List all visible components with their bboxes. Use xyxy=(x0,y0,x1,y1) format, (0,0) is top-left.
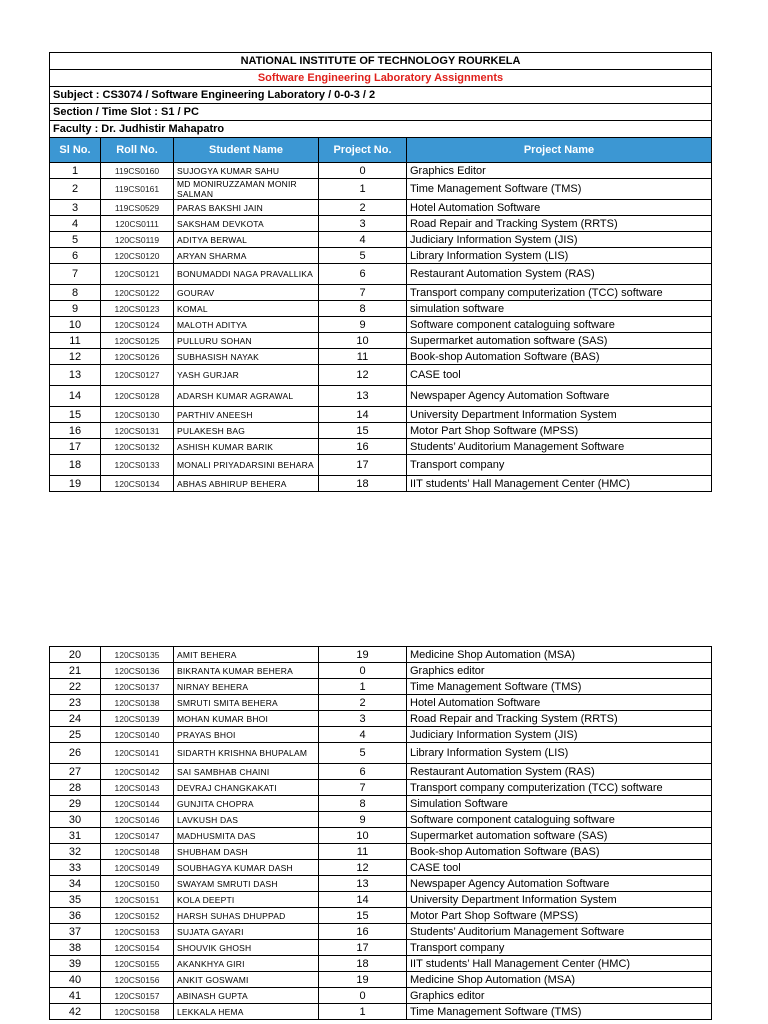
project-no-cell: 13 xyxy=(319,876,407,892)
sl-cell: 6 xyxy=(50,248,101,264)
project-no-cell: 17 xyxy=(319,940,407,956)
table-row xyxy=(50,423,712,439)
project-name-cell: Medicine Shop Automation (MSA) xyxy=(407,647,712,663)
student-name-cell: AKANKHYA GIRI xyxy=(174,956,319,972)
sl-cell: 16 xyxy=(50,423,101,439)
table-row xyxy=(50,988,712,1004)
roll-no-cell: 120CS0147 xyxy=(101,828,174,844)
project-name-cell: CASE tool xyxy=(407,365,712,386)
project-name-cell: Supermarket automation software (SAS) xyxy=(407,828,712,844)
roll-no-cell: 120CS0132 xyxy=(101,439,174,455)
col-header-project-name: Project Name xyxy=(407,138,712,163)
table-row xyxy=(50,248,712,264)
sl-cell: 3 xyxy=(50,200,101,216)
sl-cell: 12 xyxy=(50,349,101,365)
student-name-cell: HARSH SUHAS DHUPPAD xyxy=(174,908,319,924)
sl-cell: 17 xyxy=(50,439,101,455)
project-name-cell: Newspaper Agency Automation Software xyxy=(407,876,712,892)
sl-cell: 9 xyxy=(50,301,101,317)
roll-no-cell: 120CS0124 xyxy=(101,317,174,333)
student-name-cell: MALOTH ADITYA xyxy=(174,317,319,333)
sl-cell: 42 xyxy=(50,1004,101,1020)
roll-no-cell: 120CS0142 xyxy=(101,764,174,780)
table-row xyxy=(50,1004,712,1020)
sl-cell: 39 xyxy=(50,956,101,972)
sl-cell: 40 xyxy=(50,972,101,988)
project-name-cell: Road Repair and Tracking System (RRTS) xyxy=(407,711,712,727)
table-row xyxy=(50,972,712,988)
student-name-cell: SHOUVIK GHOSH xyxy=(174,940,319,956)
project-no-cell: 14 xyxy=(319,407,407,423)
roll-no-cell: 120CS0131 xyxy=(101,423,174,439)
roll-no-cell: 120CS0143 xyxy=(101,780,174,796)
sl-cell: 33 xyxy=(50,860,101,876)
project-name-cell: Transport company computerization (TCC) software xyxy=(407,285,712,301)
sl-cell: 35 xyxy=(50,892,101,908)
sl-cell: 18 xyxy=(50,455,101,476)
roll-no-cell: 120CS0153 xyxy=(101,924,174,940)
roll-no-cell: 120CS0150 xyxy=(101,876,174,892)
assignment-table-page2 xyxy=(49,646,712,1020)
table-row xyxy=(50,828,712,844)
student-name-cell: SIDARTH KRISHNA BHUPALAM xyxy=(174,743,319,764)
project-name-cell: Transport company xyxy=(407,940,712,956)
project-no-cell: 0 xyxy=(319,663,407,679)
student-name-cell: ADITYA BERWAL xyxy=(174,232,319,248)
table-row xyxy=(50,764,712,780)
project-no-cell: 18 xyxy=(319,956,407,972)
table-row xyxy=(50,663,712,679)
project-no-cell: 15 xyxy=(319,423,407,439)
project-no-cell: 16 xyxy=(319,924,407,940)
sl-cell: 20 xyxy=(50,647,101,663)
sl-cell: 36 xyxy=(50,908,101,924)
project-name-cell: Book-shop Automation Software (BAS) xyxy=(407,844,712,860)
project-no-cell: 19 xyxy=(319,972,407,988)
table-row xyxy=(50,285,712,301)
project-name-cell: Road Repair and Tracking System (RRTS) xyxy=(407,216,712,232)
project-no-cell: 0 xyxy=(319,163,407,179)
student-name-cell: DEVRAJ CHANGKAKATI xyxy=(174,780,319,796)
roll-no-cell: 119CS0529 xyxy=(101,200,174,216)
roll-no-cell: 120CS0138 xyxy=(101,695,174,711)
student-name-cell: AMIT BEHERA xyxy=(174,647,319,663)
project-name-cell: Time Management Software (TMS) xyxy=(407,679,712,695)
project-name-cell: IIT students’ Hall Management Center (HMC) xyxy=(407,956,712,972)
roll-no-cell: 120CS0128 xyxy=(101,386,174,407)
table-row xyxy=(50,679,712,695)
project-name-cell: Library Information System (LIS) xyxy=(407,248,712,264)
sl-cell: 34 xyxy=(50,876,101,892)
student-name-cell: KOLA DEEPTI xyxy=(174,892,319,908)
project-no-cell: 8 xyxy=(319,796,407,812)
sl-cell: 30 xyxy=(50,812,101,828)
sl-cell: 5 xyxy=(50,232,101,248)
project-name-cell: University Department Information System xyxy=(407,892,712,908)
project-name-cell: Restaurant Automation System (RAS) xyxy=(407,264,712,285)
table-row xyxy=(50,301,712,317)
table-row xyxy=(50,876,712,892)
project-name-cell: Graphics Editor xyxy=(407,163,712,179)
project-no-cell: 11 xyxy=(319,844,407,860)
table-row xyxy=(50,386,712,407)
student-name-cell: GOURAV xyxy=(174,285,319,301)
project-name-cell: IIT students’ Hall Management Center (HMC) xyxy=(407,476,712,492)
table-row xyxy=(50,317,712,333)
column-header-row xyxy=(50,138,712,163)
table-row xyxy=(50,780,712,796)
roll-no-cell: 120CS0127 xyxy=(101,365,174,386)
project-no-cell: 10 xyxy=(319,828,407,844)
student-name-cell: ASHISH KUMAR BARIK xyxy=(174,439,319,455)
student-name-cell: MONALI PRIYADARSINI BEHARA xyxy=(174,455,319,476)
project-name-cell: Software component cataloguing software xyxy=(407,317,712,333)
project-no-cell: 10 xyxy=(319,333,407,349)
table-row xyxy=(50,796,712,812)
sl-cell: 29 xyxy=(50,796,101,812)
project-name-cell: Supermarket automation software (SAS) xyxy=(407,333,712,349)
student-name-cell: ARYAN SHARMA xyxy=(174,248,319,264)
sl-cell: 21 xyxy=(50,663,101,679)
table-row xyxy=(50,179,712,200)
student-name-cell: SUBHASISH NAYAK xyxy=(174,349,319,365)
student-name-cell: SUJOGYA KUMAR SAHU xyxy=(174,163,319,179)
student-name-cell: SAKSHAM DEVKOTA xyxy=(174,216,319,232)
roll-no-cell: 120CS0152 xyxy=(101,908,174,924)
sl-cell: 10 xyxy=(50,317,101,333)
sl-cell: 13 xyxy=(50,365,101,386)
project-no-cell: 1 xyxy=(319,179,407,200)
project-no-cell: 1 xyxy=(319,1004,407,1020)
project-name-cell: Newspaper Agency Automation Software xyxy=(407,386,712,407)
project-name-cell: Judiciary Information System (JIS) xyxy=(407,232,712,248)
table-row xyxy=(50,476,712,492)
sl-cell: 1 xyxy=(50,163,101,179)
project-no-cell: 12 xyxy=(319,365,407,386)
sl-cell: 28 xyxy=(50,780,101,796)
student-name-cell: BONUMADDI NAGA PRAVALLIKA xyxy=(174,264,319,285)
project-no-cell: 16 xyxy=(319,439,407,455)
student-name-cell: LAVKUSH DAS xyxy=(174,812,319,828)
project-no-cell: 18 xyxy=(319,476,407,492)
table-row xyxy=(50,812,712,828)
sl-cell: 7 xyxy=(50,264,101,285)
table-row xyxy=(50,940,712,956)
sl-cell: 23 xyxy=(50,695,101,711)
subject-line: Subject : CS3074 / Software Engineering Laboratory / 0-0-3 / 2 xyxy=(50,87,712,104)
project-no-cell: 1 xyxy=(319,679,407,695)
sl-cell: 15 xyxy=(50,407,101,423)
student-name-cell: SMRUTI SMITA BEHERA xyxy=(174,695,319,711)
project-name-cell: Hotel Automation Software xyxy=(407,200,712,216)
table-row xyxy=(50,333,712,349)
sl-cell: 25 xyxy=(50,727,101,743)
table-row xyxy=(50,844,712,860)
project-no-cell: 8 xyxy=(319,301,407,317)
project-no-cell: 5 xyxy=(319,248,407,264)
student-name-cell: ABINASH GUPTA xyxy=(174,988,319,1004)
roll-no-cell: 120CS0136 xyxy=(101,663,174,679)
table-row xyxy=(50,455,712,476)
roll-no-cell: 120CS0119 xyxy=(101,232,174,248)
table-row xyxy=(50,711,712,727)
project-name-cell: Book-shop Automation Software (BAS) xyxy=(407,349,712,365)
col-header-sl-no: Sl No. xyxy=(50,138,101,163)
student-name-cell: YASH GURJAR xyxy=(174,365,319,386)
sl-cell: 41 xyxy=(50,988,101,1004)
project-name-cell: Time Management Software (TMS) xyxy=(407,1004,712,1020)
project-no-cell: 4 xyxy=(319,232,407,248)
student-name-cell: PARTHIV ANEESH xyxy=(174,407,319,423)
student-name-cell: ABHAS ABHIRUP BEHERA xyxy=(174,476,319,492)
roll-no-cell: 120CS0126 xyxy=(101,349,174,365)
student-name-cell: PRAYAS BHOI xyxy=(174,727,319,743)
student-name-cell: ADARSH KUMAR AGRAWAL xyxy=(174,386,319,407)
roll-no-cell: 120CS0157 xyxy=(101,988,174,1004)
sl-cell: 37 xyxy=(50,924,101,940)
faculty-line: Faculty : Dr. Judhistir Mahapatro xyxy=(50,121,712,138)
sl-cell: 19 xyxy=(50,476,101,492)
table-row xyxy=(50,216,712,232)
roll-no-cell: 120CS0130 xyxy=(101,407,174,423)
project-no-cell: 5 xyxy=(319,743,407,764)
project-name-cell: Transport company computerization (TCC) software xyxy=(407,780,712,796)
project-name-cell: Motor Part Shop Software (MPSS) xyxy=(407,423,712,439)
student-name-cell: SOUBHAGYA KUMAR DASH xyxy=(174,860,319,876)
roll-no-cell: 120CS0122 xyxy=(101,285,174,301)
roll-no-cell: 120CS0111 xyxy=(101,216,174,232)
roll-no-cell: 120CS0149 xyxy=(101,860,174,876)
project-no-cell: 6 xyxy=(319,764,407,780)
sl-cell: 31 xyxy=(50,828,101,844)
institute-title: NATIONAL INSTITUTE OF TECHNOLOGY ROURKELA xyxy=(50,53,712,70)
roll-no-cell: 120CS0134 xyxy=(101,476,174,492)
project-name-cell: Time Management Software (TMS) xyxy=(407,179,712,200)
student-name-cell: BIKRANTA KUMAR BEHERA xyxy=(174,663,319,679)
project-name-cell: Simulation Software xyxy=(407,796,712,812)
student-name-cell: PULLURU SOHAN xyxy=(174,333,319,349)
project-no-cell: 11 xyxy=(319,349,407,365)
table-row xyxy=(50,163,712,179)
roll-no-cell: 120CS0135 xyxy=(101,647,174,663)
sl-cell: 22 xyxy=(50,679,101,695)
project-name-cell: Judiciary Information System (JIS) xyxy=(407,727,712,743)
student-name-cell: GUNJITA CHOPRA xyxy=(174,796,319,812)
roll-no-cell: 120CS0155 xyxy=(101,956,174,972)
project-name-cell: Software component cataloguing software xyxy=(407,812,712,828)
sl-cell: 4 xyxy=(50,216,101,232)
roll-no-cell: 120CS0158 xyxy=(101,1004,174,1020)
project-no-cell: 7 xyxy=(319,780,407,796)
table-row xyxy=(50,439,712,455)
sl-cell: 2 xyxy=(50,179,101,200)
roll-no-cell: 119CS0161 xyxy=(101,179,174,200)
roll-no-cell: 120CS0133 xyxy=(101,455,174,476)
roll-no-cell: 120CS0139 xyxy=(101,711,174,727)
student-name-cell: PULAKESH BAG xyxy=(174,423,319,439)
project-name-cell: Restaurant Automation System (RAS) xyxy=(407,764,712,780)
project-no-cell: 9 xyxy=(319,812,407,828)
section-line: Section / Time Slot : S1 / PC xyxy=(50,104,712,121)
project-no-cell: 3 xyxy=(319,216,407,232)
roll-no-cell: 120CS0141 xyxy=(101,743,174,764)
roll-no-cell: 120CS0156 xyxy=(101,972,174,988)
table-row xyxy=(50,727,712,743)
table-row xyxy=(50,860,712,876)
assignment-table-page1 xyxy=(49,52,712,492)
student-name-cell: PARAS BAKSHI JAIN xyxy=(174,200,319,216)
project-no-cell: 7 xyxy=(319,285,407,301)
project-name-cell: Library Information System (LIS) xyxy=(407,743,712,764)
student-name-cell: MD MONIRUZZAMAN MONIR SALMAN xyxy=(174,179,319,200)
table-row xyxy=(50,892,712,908)
project-name-cell: Hotel Automation Software xyxy=(407,695,712,711)
sl-cell: 8 xyxy=(50,285,101,301)
sl-cell: 24 xyxy=(50,711,101,727)
roll-no-cell: 120CS0148 xyxy=(101,844,174,860)
table-row xyxy=(50,647,712,663)
project-no-cell: 4 xyxy=(319,727,407,743)
table-row xyxy=(50,695,712,711)
roll-no-cell: 120CS0146 xyxy=(101,812,174,828)
project-name-cell: University Department Information System xyxy=(407,407,712,423)
project-no-cell: 6 xyxy=(319,264,407,285)
student-name-cell: NIRNAY BEHERA xyxy=(174,679,319,695)
table-row xyxy=(50,349,712,365)
student-name-cell: MADHUSMITA DAS xyxy=(174,828,319,844)
col-header-student-name: Student Name xyxy=(174,138,319,163)
sl-cell: 32 xyxy=(50,844,101,860)
table2-body xyxy=(50,647,712,1020)
project-no-cell: 0 xyxy=(319,988,407,1004)
sl-cell: 27 xyxy=(50,764,101,780)
student-name-cell: SUJATA GAYARI xyxy=(174,924,319,940)
roll-no-cell: 120CS0137 xyxy=(101,679,174,695)
project-name-cell: Students’ Auditorium Management Software xyxy=(407,439,712,455)
sl-cell: 14 xyxy=(50,386,101,407)
student-name-cell: LEKKALA HEMA xyxy=(174,1004,319,1020)
table-row xyxy=(50,365,712,386)
col-header-project-no: Project No. xyxy=(319,138,407,163)
roll-no-cell: 120CS0125 xyxy=(101,333,174,349)
project-no-cell: 14 xyxy=(319,892,407,908)
project-name-cell: Medicine Shop Automation (MSA) xyxy=(407,972,712,988)
project-name-cell: Motor Part Shop Software (MPSS) xyxy=(407,908,712,924)
student-name-cell: ANKIT GOSWAMI xyxy=(174,972,319,988)
table-row xyxy=(50,264,712,285)
table-row xyxy=(50,200,712,216)
sl-cell: 38 xyxy=(50,940,101,956)
roll-no-cell: 120CS0120 xyxy=(101,248,174,264)
roll-no-cell: 120CS0144 xyxy=(101,796,174,812)
table-row xyxy=(50,743,712,764)
project-no-cell: 9 xyxy=(319,317,407,333)
student-name-cell: SHUBHAM DASH xyxy=(174,844,319,860)
roll-no-cell: 120CS0154 xyxy=(101,940,174,956)
project-no-cell: 13 xyxy=(319,386,407,407)
project-name-cell: Transport company xyxy=(407,455,712,476)
roll-no-cell: 119CS0160 xyxy=(101,163,174,179)
sl-cell: 26 xyxy=(50,743,101,764)
table1-body xyxy=(50,163,712,492)
table-row xyxy=(50,407,712,423)
table-row xyxy=(50,232,712,248)
project-no-cell: 3 xyxy=(319,711,407,727)
student-name-cell: SWAYAM SMRUTI DASH xyxy=(174,876,319,892)
student-name-cell: SAI SAMBHAB CHAINI xyxy=(174,764,319,780)
roll-no-cell: 120CS0121 xyxy=(101,264,174,285)
assignment-title: Software Engineering Laboratory Assignments xyxy=(50,70,712,87)
project-name-cell: simulation software xyxy=(407,301,712,317)
project-name-cell: Graphics editor xyxy=(407,988,712,1004)
sl-cell: 11 xyxy=(50,333,101,349)
project-no-cell: 12 xyxy=(319,860,407,876)
table-row xyxy=(50,924,712,940)
project-no-cell: 17 xyxy=(319,455,407,476)
roll-no-cell: 120CS0140 xyxy=(101,727,174,743)
project-no-cell: 19 xyxy=(319,647,407,663)
project-no-cell: 2 xyxy=(319,200,407,216)
project-name-cell: Graphics editor xyxy=(407,663,712,679)
roll-no-cell: 120CS0123 xyxy=(101,301,174,317)
student-name-cell: KOMAL xyxy=(174,301,319,317)
project-no-cell: 15 xyxy=(319,908,407,924)
project-no-cell: 2 xyxy=(319,695,407,711)
col-header-roll-no: Roll No. xyxy=(101,138,174,163)
roll-no-cell: 120CS0151 xyxy=(101,892,174,908)
table-row xyxy=(50,908,712,924)
project-name-cell: Students’ Auditorium Management Software xyxy=(407,924,712,940)
table-row xyxy=(50,956,712,972)
project-name-cell: CASE tool xyxy=(407,860,712,876)
student-name-cell: MOHAN KUMAR BHOI xyxy=(174,711,319,727)
